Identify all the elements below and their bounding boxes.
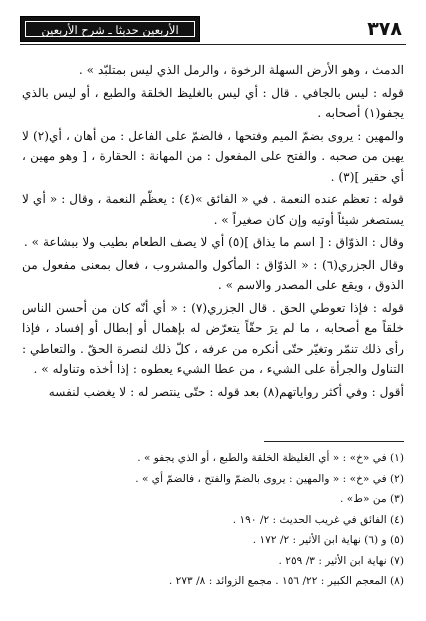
paragraph: قوله : ليس بالجافي . قال : أي ليس بالغليظ الخلقة والطبع ، أو ليس بالذي يجفو(١) أصحابه . [22, 85, 404, 120]
footnote: (٧) نهاية ابن الأثير : ٣/ ٢٥٩ . [278, 554, 404, 567]
paragraph: الدمث ، وهو الأرض السهلة الرخوة ، والرمل الذي ليس بمتلبّد » . [78, 63, 404, 77]
paragraph: وقال الجزري(٦) : « الذوّاق : المأكول والمشروب ، فعال بمعنى مفعول من الذوق ، ويقع على المصدر والاسم » . [22, 257, 404, 292]
footnote: (٤) الفائق في غريب الحديث : ٢/ ١٩٠ . [232, 513, 404, 526]
footnotes [22, 441, 404, 592]
header-banner [20, 16, 200, 42]
page-header [20, 14, 406, 45]
paragraph: أقول : وفي أكثر رواياتهم(٨) بعد قوله : حتّى ينتصر له : لا يغضب لنفسه [48, 384, 404, 399]
footnote-divider [264, 441, 404, 442]
paragraph: وقال : الذوّاق : [ اسم ما يذاق ](٥) أي لا يصف الطعام بطيب ولا ببشاعة » . [23, 235, 404, 249]
footnote: (١) في «خ» : « أي الغليظة الخلقة والطبع ، أو الذي يجفو » . [137, 452, 404, 464]
paragraph: قوله : فإذا تعوطي الحق . قال الجزري(٧) : « أي أنّه كان من أحسن الناس خلقاً مع أصحابه ، ما لم يرَ حقّاً يتعرّض له بإهمال أو إبطال أو إفساد ، فإذا رأى ذلك تنمّر وتغيّر حتّى أنكره من عرفه ، كلّ ذلك لنصرة الحقّ . والتعاطي : التناول والجرأة على الشيء ، من عطا الشيء يعطوه : إذا أخذه وتناوله » . [22, 300, 404, 376]
page-number: ٣٧٨ [367, 18, 402, 40]
footnote: (٥) و (٦) نهاية ابن الأثير : ٢/ ١٧٢ . [252, 534, 404, 546]
footnote: (٢) في «خ» : « والمهين : يروى بالضمّ والفتح ، فالضمّ أي » . [135, 472, 404, 485]
banner-title: الأربعين حديثا ـ شرح الأربعين [41, 23, 179, 37]
footnote: (٨) المعجم الكبير : ٢٢/ ١٥٦ . مجمع الزوائد : ٨/ ٢٧٣ . [168, 575, 404, 587]
paragraph: والمهين : يروى بضمّ الميم وفتحها ، فالضمّ على الفاعل : من أهان ، أي(٢) لا يهين من صحبه . والفتح على المفعول : من المهانة : الحقارة ، [ وهو مهين ، أي حقير ](٣) . [22, 128, 404, 184]
paragraph: قوله : تعظم عنده النعمة . في « الفائق »(٤) : يعظّم النعمة ، وقال : « أي لا يستصغر شيئاً أوتيه وإن كان صغيراً » . [22, 192, 404, 227]
main-text [22, 60, 404, 404]
footnote: (٣) من «ط» . [340, 493, 404, 505]
